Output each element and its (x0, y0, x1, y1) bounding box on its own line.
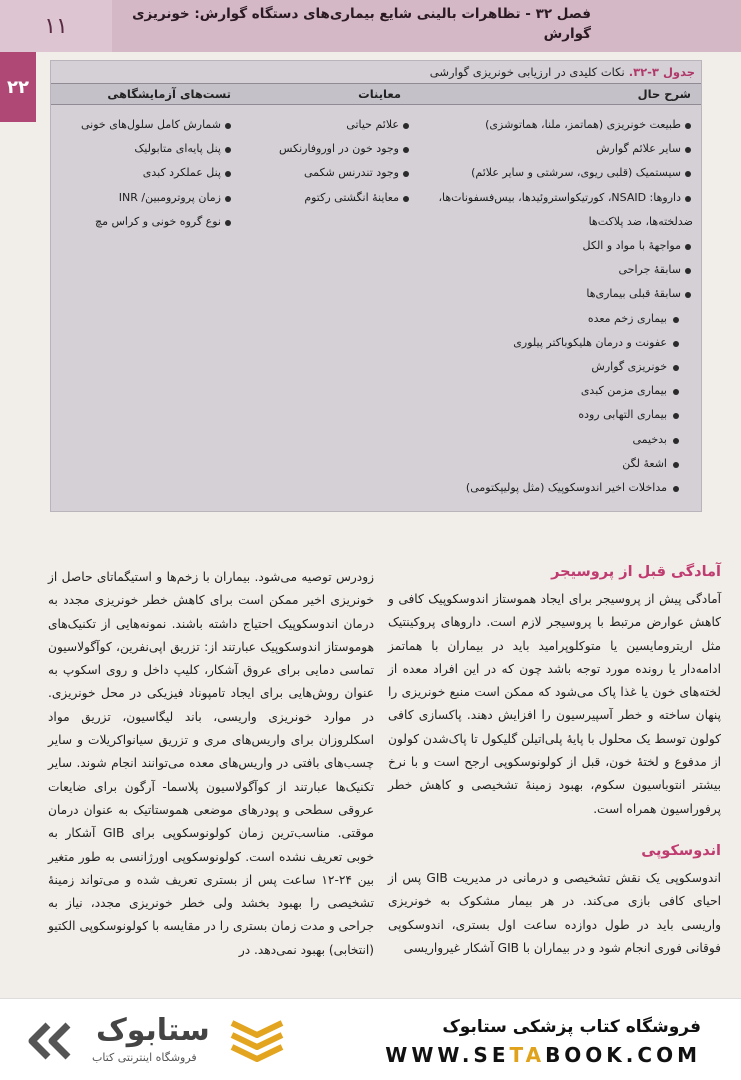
bullet-icon (673, 486, 679, 492)
logo-tagline: فروشگاه اینترنتی کتاب (92, 1051, 197, 1064)
bullet-icon (673, 341, 679, 347)
page-number: ۱۱ (0, 0, 112, 52)
bullet-icon (673, 389, 679, 395)
history-item-text: سیستمیک (قلبی ریوی، سرشتی و سایر علائم) (471, 166, 681, 180)
lab-item-text: شمارش کامل سلول‌های خونی (81, 118, 221, 131)
history-item (423, 403, 693, 427)
chapter-title: فصل ۳۲ - تظاهرات بالینی شایع بیماری‌های دستگاه گوارش: خونریزی گوارش (132, 6, 591, 42)
bullet-icon (403, 123, 409, 129)
table-header-row (51, 83, 701, 105)
exam-item (261, 161, 411, 185)
paragraph-endoscopy-continued: زودرس توصیه می‌شود. بیماران با زخم‌ها و استیگماتای حاصل از خونریزی اخیر ممکن است برای کاهش خطر خونریزی مجدد به درمان اندوسکوپیک احتیاج داشته باشند. نمونه‌هایی از تکنیک‌های هوموستاز اندوسکوپیک عبارتند از: تزریق اپی‌نفرین، کوآگولاسیون تماسی دمایی برای عروق آشکار، کلیپ داخل و روی اسکوپ به عنوان روش‌هایی برای ایجاد تامپوناد فیزیکی در محل خونریزی. در موارد خونریزی واریسی، باند لیگاسیون، تزریق مواد اسکلروزان برای واریس‌های مری و تزریق سیانواکریلات و سایر چسب‌های بافتی در واریس‌های معده می‌توانند انجام شوند. سایر تکنیک‌ها عبارتند از کوآگولاسیون پلاسما- آرگون برای ضایعات عروقی سطحی و پودرهای موضعی هموستاتیک به عنوان درمان موقتی. مناسب‌ترین زمان کولونوسکوپی برای GIB آشکار به خوبی تعریف نشده است. کولونوسکوپی اورژانسی به طور متغیر بین ۲۴-۱۲ ساعت پس از بستری تعریف شده و می‌تواند زمینهٔ تشخیصی را بهبود بخشد ولی خطر خونریزی مجدد، نیاز به جراحی و مدت زمان بستری را در مقایسه با کولونوسکوپی الکتیو (انتخابی) بهبود نمی‌دهد. در (48, 570, 374, 957)
exam-item-text: معاینهٔ انگشتی رکتوم (304, 190, 399, 204)
lab-item (53, 210, 233, 234)
labs-column (53, 113, 233, 234)
bullet-icon (225, 147, 231, 153)
history-item (423, 210, 693, 234)
table-caption-number: جدول ۳-۳۲. (628, 65, 695, 79)
history-item-text: ضدلخته‌ها، ضد پلاکت‌ها (588, 214, 693, 228)
history-item (423, 161, 693, 185)
logo-arrows-icon (26, 1021, 82, 1061)
bullet-icon (685, 123, 691, 129)
history-item-text: خونریزی گوارش (591, 360, 667, 374)
paragraph-preparation: آمادگی پیش از پروسیجر برای ایجاد هموستاز اندوسکوپیک کافی و کاهش عوارض مرتبط با پروسیجر لازم است. داروهای پروکینتیک مثل اریترومایسین یا متوکلوپرامید باید در بیماران با هماتمز ادامه‌دار یا رونده مورد توجه باشد چون که در این افراد معده از لخته‌های خون یا غذا پاک می‌شود که ممکن است منبع خونریزی را پنهان ساخته و خطر آسپیرسیون را افزایش دهند. پاکسازی کافی کولون توسط یک محلول با پایهٔ پلی‌اتیلن گلیکول تا پاک‌شدن کولون از مدفوع و لختهٔ خون، قبل از کولونوسکوپی ارجح است و با نرخ بیشتر انتوباسیون سکوم، بهبود زمینهٔ تشخیصی و کاهش خطر پرفوراسیون همراه است. (388, 592, 721, 816)
store-logo[interactable] (26, 1011, 286, 1071)
bullet-icon (225, 123, 231, 129)
bullet-icon (673, 365, 679, 371)
history-item-text: بیماری مزمن کبدی (580, 384, 667, 398)
history-item-text: داروها: NSAID، کورتیکواستروئیدها، بیس‌فسفونات‌ها، (438, 190, 681, 204)
bullet-icon (685, 147, 691, 153)
page-header (0, 0, 741, 52)
bullet-icon (673, 317, 679, 323)
lab-item (53, 113, 233, 137)
bullet-icon (685, 292, 691, 298)
table-header-history: شرح حال (637, 87, 691, 101)
history-item (423, 307, 693, 331)
history-item (423, 186, 693, 210)
bullet-icon (403, 171, 409, 177)
store-url-highlight: TA (509, 1043, 546, 1067)
exam-column (261, 113, 411, 210)
history-item (423, 331, 693, 355)
lab-item-text: پنل پایه‌ای متابولیک (134, 142, 221, 156)
bullet-icon (225, 171, 231, 177)
store-url-part: WWW.SE (385, 1043, 510, 1067)
store-name: فروشگاه کتاب پزشکی ستابوک (442, 1017, 701, 1037)
history-item-text: سابقهٔ جراحی (618, 263, 681, 277)
table-caption-text: نکات کلیدی در ارزیابی خونریزی گوارشی (429, 65, 625, 79)
lab-item (53, 161, 233, 185)
history-item (423, 113, 693, 137)
history-item (423, 428, 693, 452)
store-url[interactable] (385, 1043, 701, 1067)
exam-item-text: وجود تندرنس شکمی (303, 166, 399, 180)
exam-item (261, 113, 411, 137)
section-heading-preparation: آمادگی قبل از پروسیجر (551, 564, 721, 580)
logo-wordmark: ستابوک (96, 1013, 210, 1048)
bullet-icon (685, 171, 691, 177)
paragraph-endoscopy: اندوسکوپی یک نقش تشخیصی و درمانی در مدیریت GIB پس از احیای کافی بازی می‌کند. در هر بیمار مشکوک به خونریزی واریسی باید در طول دوازده ساعت اول بستری، اندوسکوپی فوقانی فوری انجام شود و در بیماران با GIB آشکار غیرواریسی (388, 870, 721, 955)
history-item-text: سایر علائم گوارش (596, 142, 681, 156)
bullet-icon (403, 196, 409, 202)
history-item-text: طبیعت خونریزی (هماتمز، ملنا، هماتوشزی) (485, 118, 681, 131)
history-item-text: عفونت و درمان هلیکوباکتر پیلوری (513, 335, 667, 349)
history-item (423, 137, 693, 161)
table-header-labs: تست‌های آزمایشگاهی (107, 87, 231, 101)
history-item (423, 355, 693, 379)
table-caption (430, 63, 695, 81)
exam-item (261, 137, 411, 161)
bullet-icon (225, 196, 231, 202)
history-item (423, 476, 693, 500)
history-item (423, 234, 693, 258)
bullet-icon (685, 268, 691, 274)
bullet-icon (673, 438, 679, 444)
history-item-text: بیماری زخم معده (587, 311, 667, 325)
bullet-icon (685, 244, 691, 250)
history-column (423, 113, 693, 500)
right-text-column (388, 560, 721, 960)
exam-item-text: وجود خون در اوروفارنکس (278, 142, 399, 156)
exam-item-text: علائم حیاتی (346, 118, 399, 131)
history-item-text: بیماری التهابی روده (578, 408, 667, 422)
bullet-icon (685, 196, 691, 202)
bullet-icon (673, 413, 679, 419)
bullet-icon (225, 220, 231, 226)
history-item-text: اشعهٔ لگن (622, 456, 667, 470)
chapter-side-tab: ۲۲ (0, 52, 36, 122)
history-item-text: بدخیمی (632, 432, 667, 446)
lab-item (53, 186, 233, 210)
history-item-text: سابقهٔ قبلی بیماری‌ها (586, 287, 681, 301)
history-item (423, 258, 693, 282)
lab-item-text: نوع گروه خونی و کراس مچ (95, 214, 221, 228)
store-footer (0, 998, 741, 1080)
lab-item-text: زمان پروترومبین/ INR (118, 190, 221, 204)
exam-item (261, 186, 411, 210)
history-item (423, 379, 693, 403)
store-url-part: BOOK.COM (545, 1043, 701, 1067)
history-item (423, 282, 693, 306)
history-item-text: مواجههٔ با مواد و الکل (582, 239, 681, 253)
logo-book-icon (228, 1017, 286, 1063)
lab-item (53, 137, 233, 161)
bullet-icon (403, 147, 409, 153)
bullet-icon (673, 462, 679, 468)
table-header-exam: معاینات (358, 87, 401, 101)
section-heading-endoscopy: اندوسکوپی (641, 842, 721, 859)
left-text-column (48, 566, 374, 962)
history-item-text: مداخلات اخیر اندوسکوپیک (مثل پولیپکتومی) (465, 481, 667, 495)
key-points-table (50, 60, 702, 512)
lab-item-text: پنل عملکرد کبدی (142, 166, 221, 180)
history-item (423, 452, 693, 476)
